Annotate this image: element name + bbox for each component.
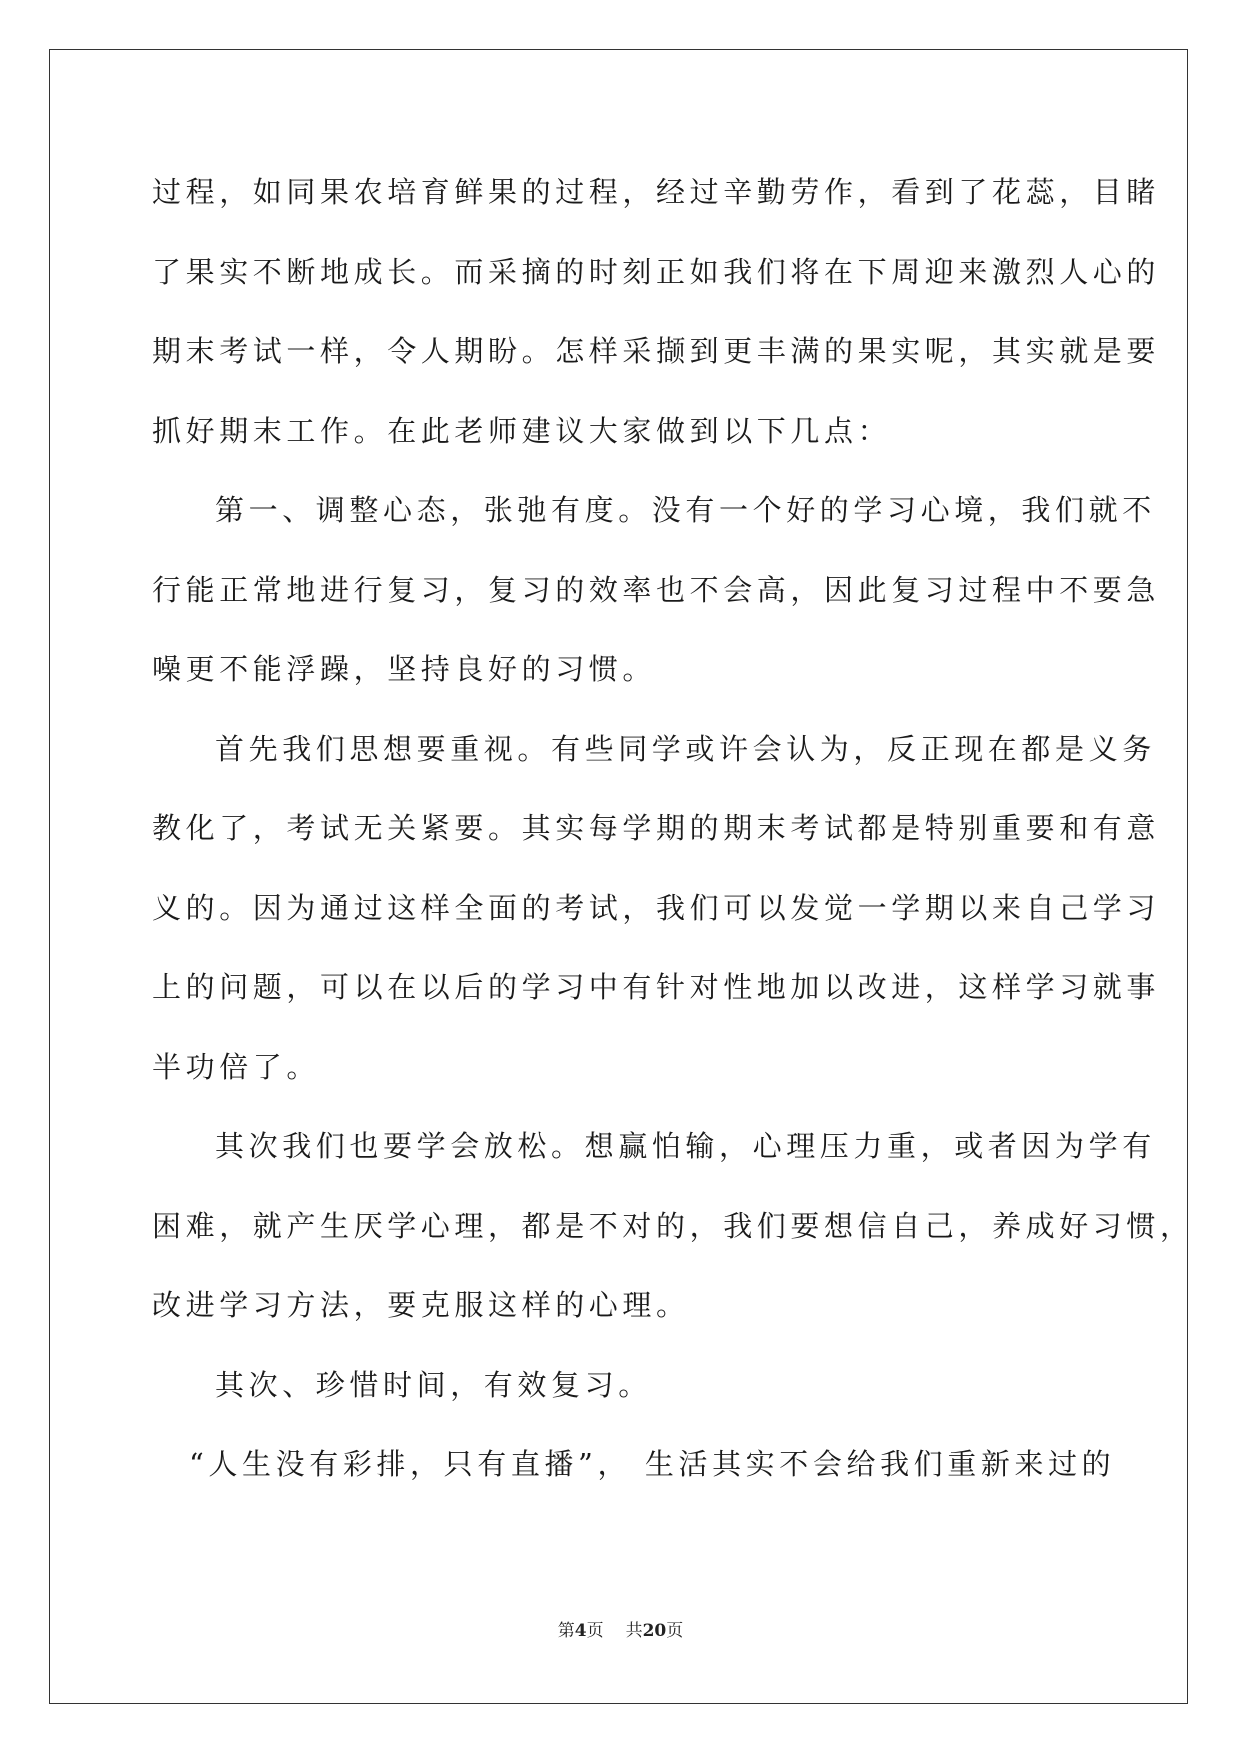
text-line: 抓好期末工作。在此老师建议大家做到以下几点： [152, 413, 892, 448]
text-line: 期末考试一样，令人期盼。怎样采撷到更丰满的果实呢，其实就是要 [152, 334, 1161, 368]
text-line: 困难，就产生厌学心理，都是不对的，我们要想信自己，养成好习惯， [152, 1208, 1194, 1243]
text-line: 行能正常地进行复习，复习的效率也不会高，因此复习过程中不要急 [152, 572, 1161, 607]
text-line: 噪更不能浮躁，坚持良好的习惯。 [152, 652, 657, 686]
text-line: 上的问题，可以在以后的学习中有针对性地加以改进，这样学习就事 [152, 970, 1161, 1004]
page-number: 4 [574, 1621, 587, 1641]
text-line: 义的。因为通过这样全面的考试，我们可以发觉一学期以来自己学习 [152, 890, 1161, 925]
paragraph-first-line: 第一、调整心态，张弛有度。没有一个好的学习心境，我们就不 [215, 493, 1156, 527]
page-prefix: 第 [557, 1621, 575, 1641]
page-footer [0, 1616, 1241, 1641]
page-suffix: 页 [586, 1621, 604, 1641]
paragraph-first-line: “人生没有彩排，只有直播”， 生活其实不会给我们重新来过的 [189, 1447, 1116, 1481]
paragraph-first-line: 其次、珍惜时间，有效复习。 [215, 1367, 652, 1402]
total-pages: 20 [642, 1621, 667, 1641]
total-suffix: 页 [666, 1621, 684, 1641]
text-line: 教化了，考试无关紧要。其实每学期的期末考试都是特别重要和有意 [152, 811, 1161, 845]
total-prefix: 共 [625, 1621, 643, 1641]
document-body [152, 162, 1194, 1514]
paragraph-first-line: 其次我们也要学会放松。想赢怕输，心理压力重，或者因为学有 [215, 1129, 1156, 1163]
text-line: 过程，如同果农培育鲜果的过程，经过辛勤劳作，看到了花蕊，目睹 [152, 175, 1161, 209]
paragraph-first-line: 首先我们思想要重视。有些同学或许会认为，反正现在都是义务 [215, 731, 1156, 766]
text-line: 半功倍了。 [152, 1049, 321, 1084]
text-line: 了果实不断地成长。而采摘的时刻正如我们将在下周迎来激烈人心的 [152, 254, 1161, 289]
text-line: 改进学习方法，要克服这样的心理。 [152, 1288, 690, 1322]
